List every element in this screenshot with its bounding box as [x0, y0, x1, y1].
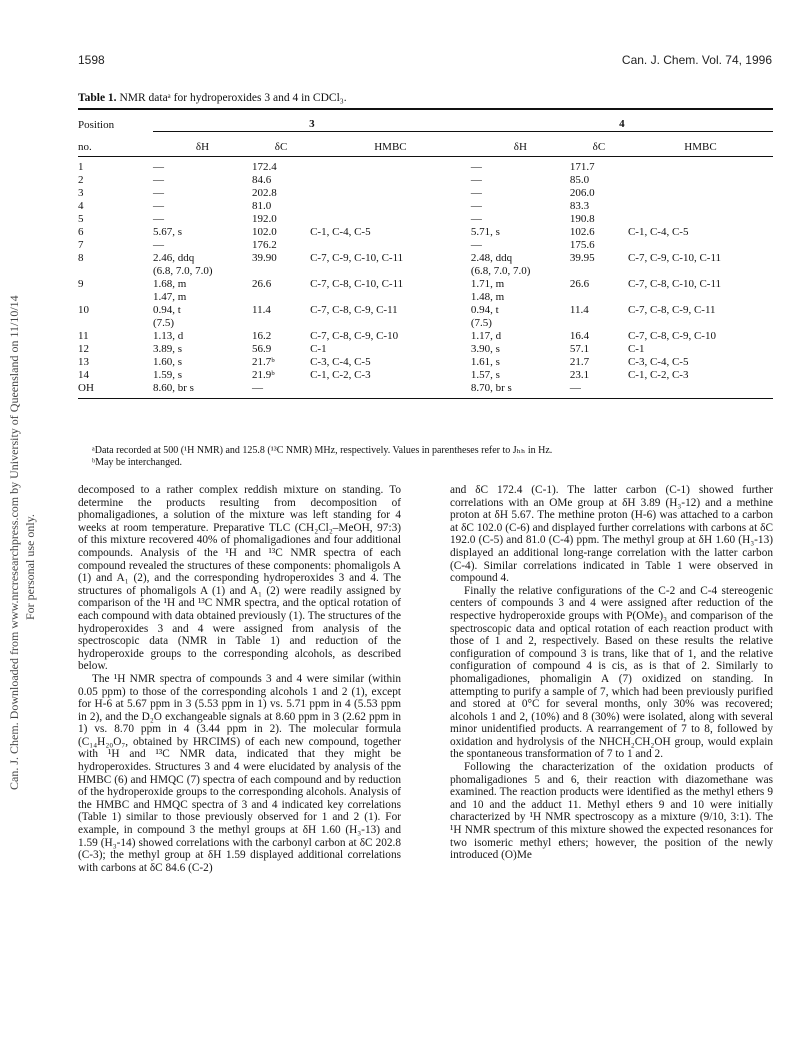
cell-h3: 1.59, s — [152, 369, 182, 381]
cell-h4: — — [470, 174, 482, 186]
cell-b4 — [628, 239, 773, 252]
table-caption-text: NMR dataᵃ for hydroperoxides 3 and 4 in CDCl₃. — [119, 92, 347, 104]
cell-c3: 16.2 — [252, 330, 272, 342]
cell-b3: C-3, C-4, C-5 — [310, 356, 371, 368]
cell-h3: 0.94, t (7.5) — [152, 304, 181, 329]
cell-c4: 102.6 — [569, 226, 595, 238]
cell-c4: 39.95 — [569, 252, 595, 264]
cell-pos: 5 — [78, 213, 84, 225]
cell-c4: 11.4 — [569, 304, 589, 316]
cell-c4: 57.1 — [569, 343, 590, 355]
cell-b4: C-3, C-4, C-5 — [627, 356, 689, 368]
cell-b3: C-1, C-2, C-3 — [310, 369, 371, 381]
cell-b4 — [628, 187, 773, 200]
cell-h4: 1.61, s — [470, 356, 500, 368]
hmbc-header-3: HMBC — [310, 132, 471, 157]
cell-c4: 171.7 — [569, 161, 595, 173]
cell-b4: C-1, C-4, C-5 — [627, 226, 689, 238]
cell-pos: 9 — [78, 278, 84, 290]
cell-b4: C-7, C-9, C-10, C-11 — [627, 252, 722, 264]
cell-b4 — [628, 213, 773, 226]
table-caption-label: Table 1. — [78, 92, 117, 104]
watermark-line-2: For personal use only. — [23, 514, 37, 620]
watermark-line-1: Can. J. Chem. Downloaded from www.nrcresearchpress.com by University of Queensland on 11/10/14 — [7, 295, 21, 790]
cell-h3: 1.13, d — [152, 330, 184, 342]
body-column-right — [450, 484, 773, 862]
cell-h4: 0.94, t (7.5) — [470, 304, 499, 329]
cell-b4: C-7, C-8, C-10, C-11 — [627, 278, 722, 290]
paragraph: Finally the relative configurations of the C-2 and C-4 stereogenic centers of compounds 3 and 4 were assigned after reduction of the respective hydroperoxide groups with P(OMe)₃ and comparison of the spectroscopic data and optical rotation of each reaction product with those of 1 and 2, respectively. Based on these results the relative configuration of compound 3 is trans, like that of 1, and the relative configuration of compound 4 is cis, as is that of 2. Similarly to phomaligadiones, phomaligin A (7) oxidized on standing. In attempting to purify a sample of 7, which had been previously purified and stored at 0°C for several months, only 30% was recovered; alcohols 1 and 2, (10%) and 8 (30%) were isolated, along with several minor unidentified products. A rearrangement of 7 to 8, followed by oxidation and hydrolysis of the NHCH₂CH₂OH group, would explain the spontaneous transformation of 7 to 1 and 2. — [450, 584, 773, 761]
cell-c3: 172.4 — [252, 161, 277, 173]
cell-c3: 81.0 — [252, 200, 272, 212]
table-footnotes — [92, 445, 552, 469]
cell-c3: 39.90 — [252, 252, 277, 264]
cell-c3: 21.9ᵇ — [252, 369, 275, 381]
cell-c3: 202.8 — [252, 187, 277, 199]
paragraph: Following the characterization of the oxidation products of phomaligadiones 5 and 6, their reaction with diazomethane was examined. The reaction products were identified as the methyl ethers 9 and 10 and the adduct 11. Methyl ethers 9 and 10 were initially characterized by ¹H NMR spectroscopy as a mixture (9/10, 3:1). The ¹H NMR spectrum of this mixture showed the expected resonances for two isomeric methyl ethers; however, the position of the newly introduced (O)Me — [450, 761, 773, 862]
cell-c3: 176.2 — [252, 239, 277, 251]
cell-h4: — — [470, 187, 482, 199]
cell-b4 — [628, 174, 773, 187]
cell-b3 — [310, 200, 471, 213]
cell-c4: 23.1 — [569, 369, 590, 381]
cell-c3: 21.7ᵇ — [252, 356, 275, 368]
cell-h3: — — [152, 200, 164, 212]
cell-h3: 1.68, m 1.47, m — [152, 278, 187, 303]
cell-h4: — — [470, 200, 482, 212]
dh-header-4: δH — [471, 132, 570, 157]
cell-b4: C-1, C-2, C-3 — [627, 369, 689, 381]
cell-c4: 190.8 — [569, 213, 595, 225]
cell-h3: — — [152, 213, 164, 225]
hmbc-header-4: HMBC — [628, 132, 773, 157]
footnote-b: ᵇMay be interchanged. — [92, 457, 183, 468]
cell-h4: 8.70, br s — [471, 382, 570, 399]
cell-c3: 11.4 — [252, 304, 271, 316]
cell-c4: 85.0 — [569, 174, 590, 186]
cell-pos: 1 — [78, 161, 84, 173]
position-no-header: no. — [78, 132, 153, 157]
cell-c3: 26.6 — [252, 278, 272, 290]
cell-h4: — — [470, 213, 482, 225]
position-header: Position — [78, 118, 115, 131]
cell-c3: 102.0 — [252, 226, 277, 238]
cell-pos: 12 — [78, 343, 89, 355]
cell-h4: 5.71, s — [470, 226, 500, 238]
table-caption — [78, 92, 347, 104]
cell-pos: 10 — [78, 304, 89, 316]
cell-h4: — — [470, 239, 482, 251]
cell-c4: 26.6 — [569, 278, 590, 290]
cell-pos: 7 — [78, 239, 84, 251]
cell-b3 — [310, 161, 471, 174]
cell-c3: 56.9 — [252, 343, 272, 355]
download-watermark — [4, 150, 54, 790]
journal-citation: Can. J. Chem. Vol. 74, 1996 — [621, 53, 772, 67]
cell-pos: 3 — [78, 187, 84, 199]
cell-h3: — — [152, 187, 164, 199]
cell-h3: 5.67, s — [152, 226, 182, 238]
table-row — [78, 356, 773, 369]
cell-h3: 3.89, s — [152, 343, 182, 355]
cell-h3: — — [152, 239, 164, 251]
cell-pos: 14 — [78, 369, 89, 381]
cell-b3: C-7, C-8, C-10, C-11 — [310, 278, 404, 290]
cell-b3 — [310, 213, 471, 226]
nmr-table-body — [78, 157, 773, 399]
cell-b3 — [310, 174, 471, 187]
cell-c3: 84.6 — [252, 174, 272, 186]
cell-h4: 2.48, ddq (6.8, 7.0, 7.0) — [470, 252, 531, 277]
cell-h3: 2.46, ddq (6.8, 7.0, 7.0) — [152, 252, 213, 277]
cell-h3: 1.60, s — [152, 356, 182, 368]
footnote-a: ᵃData recorded at 500 (¹H NMR) and 125.8 (¹³C NMR) MHz, respectively. Values in parentheses refer to Jₕₕ in Hz. — [92, 445, 553, 456]
page-number: 1598 — [78, 53, 105, 67]
table-row — [78, 369, 773, 382]
cell-b4 — [628, 200, 773, 213]
table-row — [78, 252, 773, 278]
table-row — [78, 330, 773, 343]
cell-b4: C-7, C-8, C-9, C-11 — [627, 304, 716, 316]
cell-pos: 8 — [78, 252, 84, 264]
cell-pos: 13 — [78, 356, 89, 368]
cell-pos: 2 — [78, 174, 84, 186]
dc-header-4: δC — [570, 132, 628, 157]
nmr-data-table — [78, 108, 773, 399]
cell-c4: 83.3 — [569, 200, 590, 212]
cell-b4 — [628, 382, 773, 399]
table-row — [78, 304, 773, 330]
cell-c3: — — [252, 382, 310, 399]
cell-pos: OH — [78, 382, 153, 399]
cell-h4: 1.17, d — [470, 330, 502, 342]
compound-3-header: 3 — [153, 115, 471, 132]
cell-c4: 16.4 — [569, 330, 590, 342]
cell-c4: 206.0 — [569, 187, 595, 199]
table-row — [78, 343, 773, 356]
table-row — [78, 226, 773, 239]
cell-pos: 4 — [78, 200, 84, 212]
cell-b3: C-7, C-8, C-9, C-10 — [310, 330, 399, 342]
cell-c4: — — [570, 382, 628, 399]
cell-b3: C-1 — [310, 343, 327, 355]
dh-header-3: δH — [153, 132, 252, 157]
cell-c4: 21.7 — [569, 356, 590, 368]
dc-header-3: δC — [252, 132, 310, 157]
cell-b4: C-1 — [627, 343, 645, 355]
table-row — [78, 200, 773, 213]
paragraph: decomposed to a rather complex reddish mixture on standing. To determine the products resulting from decomposition of phomaligadiones, a solution of the mixture was left standing for 4 weeks at room temperature. Preparative TLC (CH₂Cl₂–MeOH, 97:3) of this mixture recovered 40% of phomaligadiones and four additional compounds. Analysis of the ¹H and ¹³C NMR spectra of each compound revealed the structures of these components: phomaligols A (1) and A₁ (2), and the corresponding hydroperoxides 3 and 4. The structures of phomaligols A (1) and A₁ (2) were readily assigned by comparison of the ¹H and ¹³C NMR spectra, and the optical rotation of each compound with data obtained previously (1). The structures of the hydroperoxides 3 and 4 were assigned from analysis of the spectroscopic data (NMR in Table 1) and reduction of the hydroperoxide groups to the corresponding alcohols, as described below. — [78, 484, 401, 673]
table-row — [78, 239, 773, 252]
paragraph: The ¹H NMR spectra of compounds 3 and 4 were similar (within 0.05 ppm) to those of the corresponding alcohols 1 and 2 (1), except for H-6 at 5.67 ppm in 3 (5.53 ppm in 1) vs. 5.71 ppm in 4 (5.53 ppm in 2), and the D₂O exchangeable signals at 8.60 ppm in 3 (2.62 ppm in 1) vs. 8.70 ppm in 4 (3.44 ppm in 2). The molecular formula (C₁₄H₂₀O₇, obtained by HRCIMS) of each new compound, together with ¹H and ¹³C NMR data, indicated that they might be hydroperoxides. Structures 3 and 4 were elucidated by analysis of the HMBC (6) and HMQC (7) spectra of each compound and by reduction of the hydroperoxide groups to the corresponding alcohols. Analysis of the HMBC and HMQC spectra of 3 and 4 indicated key correlations (Table 1) similar to those previously observed for 1 and 2 (1). For example, in compound 3 the methyl groups at δH 1.60 (H₃-13) and 1.59 (H₃-14) showed correlations with the carbonyl carbon at δC 202.8 (C-3); the methyl group at δH 1.59 displayed additional correlations with carbons at δC 84.6 (C-2) — [78, 672, 401, 874]
cell-h4: 3.90, s — [470, 343, 500, 355]
cell-c4: 175.6 — [569, 239, 595, 251]
cell-b3 — [310, 239, 471, 252]
compound-4-header: 4 — [471, 115, 773, 132]
cell-h3: 8.60, br s — [153, 382, 252, 399]
body-column-left — [78, 484, 401, 874]
cell-b3: C-7, C-8, C-9, C-11 — [310, 304, 398, 316]
table-row — [78, 278, 773, 304]
paragraph: and δC 172.4 (C-1). The latter carbon (C-1) showed further correlations with an OMe group at δH 3.89 (H₃-12) and a methine proton at δH 5.67. The methine proton (H-6) was attached to a carbon at δC 102.0 (C-6) and displayed further correlations with carbons at δC 192.0 (C-5) and 81.0 (C-4) ppm. The methyl group at δH 1.60 (H₃-13) displayed an additional long-range correlation with the latter carbon (C-4). Similar correlations indicated in Table 1 were observed in compound 4. — [450, 484, 773, 585]
cell-b3: C-7, C-9, C-10, C-11 — [310, 252, 404, 264]
table-row — [78, 161, 773, 174]
cell-h3: — — [152, 161, 164, 173]
table-row — [78, 187, 773, 200]
cell-h4: 1.71, m 1.48, m — [470, 278, 505, 303]
table-row — [78, 213, 773, 226]
cell-b4: C-7, C-8, C-9, C-10 — [627, 330, 716, 342]
cell-h4: — — [470, 161, 482, 173]
cell-b3: C-1, C-4, C-5 — [310, 226, 371, 238]
cell-b4 — [628, 161, 773, 174]
cell-b3 — [310, 187, 471, 200]
table-row — [78, 174, 773, 187]
cell-pos: 11 — [78, 330, 89, 342]
cell-pos: 6 — [78, 226, 84, 238]
table-row — [78, 382, 773, 399]
cell-h4: 1.57, s — [470, 369, 500, 381]
cell-h3: — — [152, 174, 164, 186]
cell-c3: 192.0 — [252, 213, 277, 225]
cell-b3 — [310, 382, 471, 399]
